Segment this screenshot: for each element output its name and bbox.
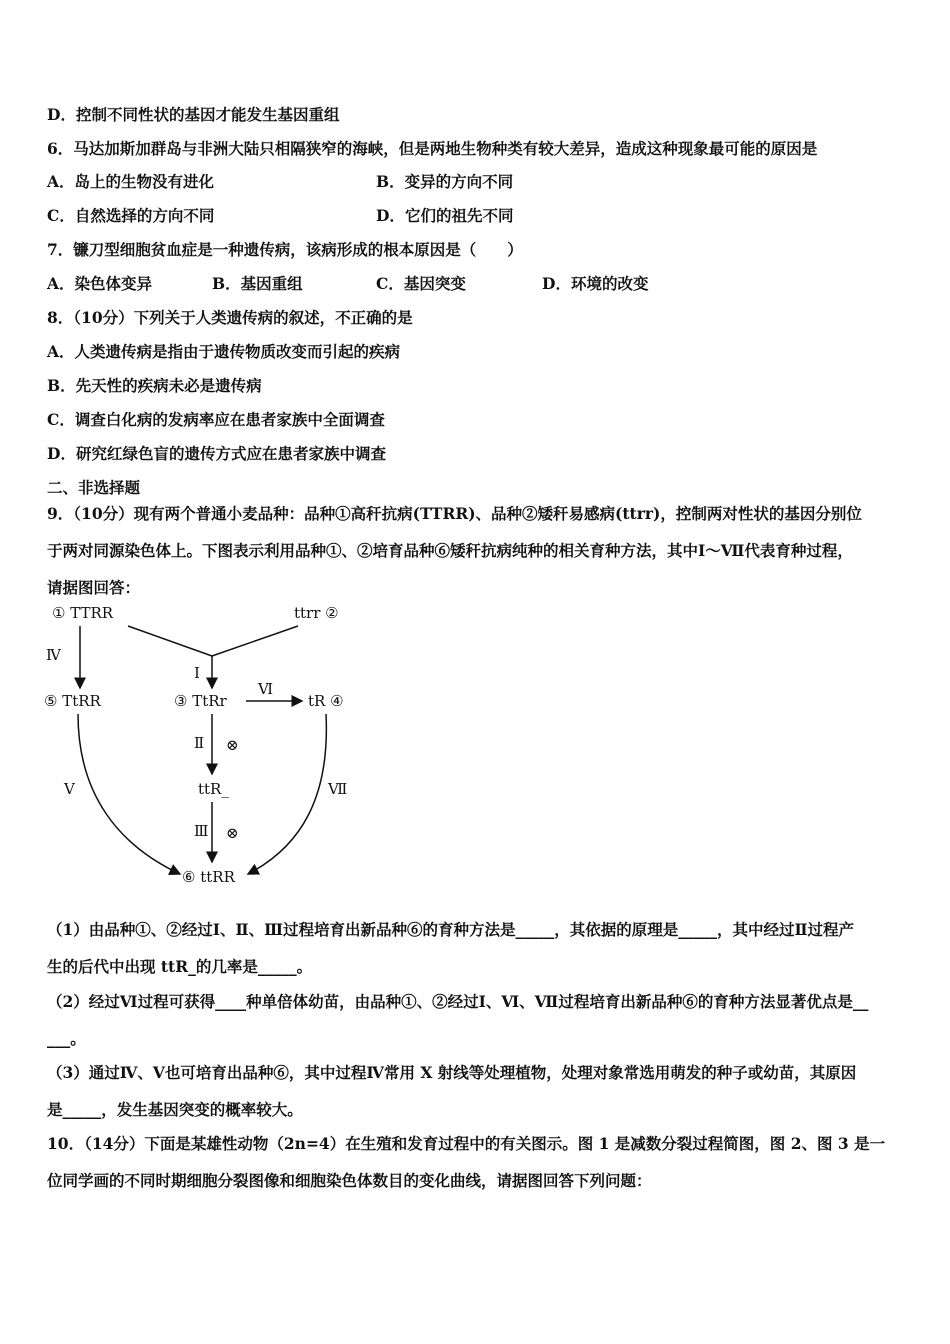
q9-sub2-line2: ___。	[47, 1029, 86, 1048]
q9-stem-line2: 于两对同源染色体上。下图表示利用品种①、②培育品种⑥矮秆抗病纯种的相关育种方法，其中Ⅰ～Ⅶ代表育种过程，	[47, 541, 853, 560]
q9-stem-line1: 9．（10分）现有两个普通小麦品种：品种①高秆抗病(TTRR)、品种②矮秆易感病(ttrr)，控制两对性状的基因分别位	[47, 504, 862, 523]
q9-sub2-line1: （2）经过Ⅵ过程可获得____种单倍体幼苗，由品种①、②经过Ⅰ、Ⅵ、Ⅶ过程培育出新品种⑥的育种方法显著优点是__	[47, 992, 869, 1011]
label-VII: Ⅶ	[328, 780, 348, 798]
node-2: ttrr ②	[294, 604, 339, 622]
label-IV: Ⅳ	[46, 646, 61, 664]
q8-stem: 8．（10分）下列关于人类遗传病的叙述，不正确的是	[47, 308, 413, 327]
q6-stem: 6．马达加斯加群岛与非洲大陆只相隔狭窄的海峡，但是两地生物种类有较大差异，造成这种现象最可能的原因是	[47, 139, 818, 158]
q9-stem-line3: 请据图回答：	[47, 578, 141, 597]
label-V: Ⅴ	[64, 780, 75, 798]
q8-option-d: D．研究红绿色盲的遗传方式应在患者家族中调查	[47, 444, 386, 463]
q9-sub1-line1: （1）由品种①、②经过Ⅰ、Ⅱ、Ⅲ过程培育出新品种⑥的育种方法是_____，其依据的原理是_____，其中经过Ⅱ过程产	[47, 920, 855, 939]
q7-option-b: B．基因重组	[212, 274, 303, 293]
q10-stem-line1: 10．（14分）下面是某雄性动物（2n=4）在生殖和发育过程中的有关图示。图 1 是减数分裂过程简图，图 2、图 3 是一	[47, 1134, 886, 1153]
q9-sub3-line2: 是_____，发生基因突变的概率较大。	[47, 1100, 303, 1119]
cross-line-left	[128, 626, 212, 656]
q6-option-a: A．岛上的生物没有进化	[47, 172, 215, 191]
label-III: Ⅲ	[194, 822, 209, 840]
q7-option-a: A．染色体变异	[47, 274, 153, 293]
q6-option-c: C．自然选择的方向不同	[47, 206, 215, 225]
node-1: ① TTRR	[52, 604, 114, 622]
q7-option-c: C．基因突变	[376, 274, 466, 293]
q5-option-d: D．控制不同性状的基因才能发生基因重组	[47, 105, 340, 124]
q10-stem-line2: 位同学画的不同时期细胞分裂图像和细胞染色体数目的变化曲线，请据图回答下列问题：	[47, 1171, 652, 1190]
q8-option-b: B．先天性的疾病未必是遗传病	[47, 376, 262, 395]
label-II: Ⅱ	[194, 734, 205, 752]
self-cross-symbol-2: ⊗	[226, 824, 239, 842]
arrow-VII	[248, 714, 326, 874]
section-heading: 二、非选择题	[47, 478, 141, 497]
label-I: Ⅰ	[194, 664, 200, 682]
node-5: ⑤ TtRR	[44, 692, 101, 710]
arrow-V	[78, 714, 180, 874]
node-4: tR ④	[308, 692, 344, 710]
q8-option-c: C．调查白化病的发病率应在患者家族中全面调查	[47, 410, 385, 429]
breeding-diagram	[40, 596, 370, 896]
q7-option-d: D．环境的改变	[542, 274, 649, 293]
node-3: ③ TtRr	[174, 692, 227, 710]
q6-option-d: D．它们的祖先不同	[376, 206, 514, 225]
q9-sub3-line1: （3）通过Ⅳ、Ⅴ也可培育出品种⑥，其中过程Ⅳ常用 X 射线等处理植物，处理对象常选用萌发的种子或幼苗，其原因	[47, 1063, 857, 1082]
q8-option-a: A．人类遗传病是指由于遗传物质改变而引起的疾病	[47, 342, 401, 361]
label-VI: Ⅵ	[258, 680, 274, 698]
node-ttR: ttR_	[198, 780, 229, 798]
self-cross-symbol-1: ⊗	[226, 736, 239, 754]
node-6: ⑥ ttRR	[182, 868, 235, 886]
q9-sub1-line2: 生的后代中出现 ttR_的几率是_____。	[47, 957, 313, 976]
q7-stem: 7．镰刀型细胞贫血症是一种遗传病，该病形成的根本原因是（ ）	[47, 240, 523, 259]
q6-option-b: B．变异的方向不同	[376, 172, 514, 191]
cross-line-right	[212, 626, 298, 656]
